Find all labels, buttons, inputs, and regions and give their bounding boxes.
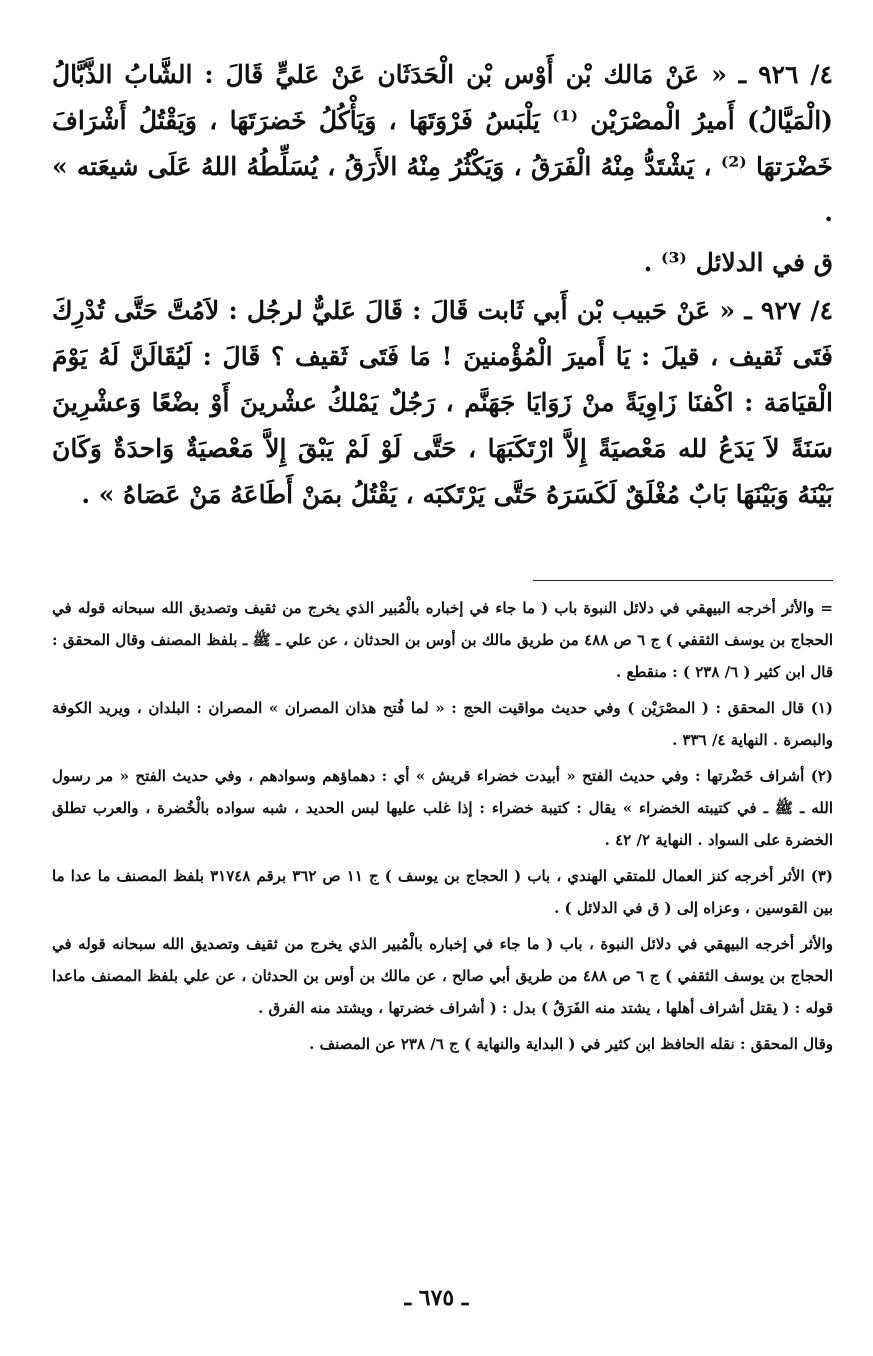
book-page [52, 52, 833, 1356]
footnote-2: (٢) أشراف خَضْرتها : وفي حديث الفتح « أبيدت خضراء قريش » أي : دهماؤهم وسوادهم ، وفي حديث الفتح « مر رسول الله ـ ﷺ ـ في كتيبته الخضراء » يقال : كتيبة خضراء : إذا غلب عليها لبس الحديد ، شبه سواده بالْخُضرة ، والعرب تطلق الخضرة على السواد . النهاية ٢/ ٤٢ . [52, 767, 833, 849]
footnotes [52, 592, 833, 1064]
footnote-divider [533, 580, 833, 581]
footnote-continuation: = والأثر أخرجه البيهقي في دلائل النبوة باب ( ما جاء في إخباره بالْمُبير الذي يخرج من ثقيف وتصديق الله سبحانه قوله في الحجاج بن يوسف الثقفي ) ج ٦ ص ٤٨٨ من طريق مالك بن أوس بن الحدثان ، عن علي ـ ﷺ ـ بلفظ المصنف وقال المحقق : قال ابن كثير ( ٦/ ٢٣٨ ) : منقطع . [52, 599, 833, 681]
footnote-1: (١) قال المحقق : ( المصْرَيْن ) وفي حديث مواقيت الحج : « لما فُتح هذان المصران » المصران : البلدان ، ويريد الكوفة والبصرة . النهاية ٤/ ٣٣٦ . [52, 699, 833, 749]
hadith-926-source: ق في الدلائل ⁽³⁾ . [643, 248, 833, 277]
main-text [52, 52, 833, 518]
footnote-3: (٣) الأثر أخرجه كنز العمال للمتقي الهندي ، باب ( الحجاج بن يوسف ) ج ١١ ص ٣٦٢ برقم ٣١٧٤٨ بلفظ المصنف ما عدا ما بين القوسين ، وعزاه إلى ( ق في الدلائل ) . [52, 867, 833, 917]
hadith-927: ٤/ ٩٢٧ ـ « عَنْ حَبيب بْن أَبي ثَابت قَالَ : قَالَ عَليٌّ لرجُل : لاَمُتَّ حَتَّى تُدْرِكَ فَتَى ثَقيف ، قيلَ : يَا أَميرَ الْمُؤْمنينَ ! مَا فَتَى ثَقيف ؟ قَالَ : لَيُقَالَنَّ لَهُ يَوْمَ الْقيَامَة : اكْفنَا زَاوِيَةً منْ زَوَايَا جَهَنَّم ، رَجُلٌ يَمْلكُ عشْرينَ أَوْ بضْعًا وَعشْرِينَ سَنَةً لاَ يَدَعُ لله مَعْصيَةً إِلاَّ ارْتَكَبَهَا ، حَتَّى لَوْ لَمْ يَبْقَ إِلاَّ مَعْصيَةٌ وَاحدَةٌ وَكَانَ بَيْنَهُ وَبَيْنَهَا بَابٌ مُغْلَقٌ لَكَسَرَهُ حَتَّى يَرْتَكبَه ، يَقْتُلُ بمَنْ أَطَاعَهُ مَنْ عَصَاهُ » . [52, 296, 833, 509]
footnote-3-editor: وقال المحقق : نقله الحافظ ابن كثير في ( البداية والنهاية ) ج ٦/ ٢٣٨ عن المصنف . [309, 1035, 833, 1053]
hadith-926: ٤/ ٩٢٦ ـ « عَنْ مَالك بْن أَوْس بْن الْحَدَثَان عَنْ عَليٍّ قَالَ : الشَّابُ الذَّبَّالُ (الْمَيَّالُ) أَميرُ الْمصْرَيْن ⁽¹⁾ يَلْبَسُ فَرْوَتَهَا ، وَيَأْكُلُ خَضرَتَهَا ، وَيَقْتُلُ أَشْرَافَ خَضْرَتهَا ⁽²⁾ ، يَشْتَدُّ مِنْهُ الْفَرَقُ ، وَيَكْثُرُ مِنْهُ الأَرَقُ ، يُسَلِّطُهُ اللهُ عَلَى شيعَته » . [52, 60, 833, 227]
footnote-3-continued: والأثر أخرجه البيهقي في دلائل النبوة ، باب ( ما جاء في إخباره بالْمُبير الذي يخرج من ثقيف وتصديق الله سبحانه قوله في الحجاج بن يوسف الثقفي ) ج ٦ ص ٤٨٨ من طريق أبي صالح ، عن مالك بن أوس بن الحدثان ، عن علي بلفظ المصنف ماعدا قوله : ( يقتل أشراف أهلها ، يشتد منه الفَرَقُ ) بدل : ( أشراف خضرتها ، ويشتد منه الفرق . [52, 935, 833, 1017]
page-number: ـ ٦٧٥ ـ [404, 1285, 469, 1311]
